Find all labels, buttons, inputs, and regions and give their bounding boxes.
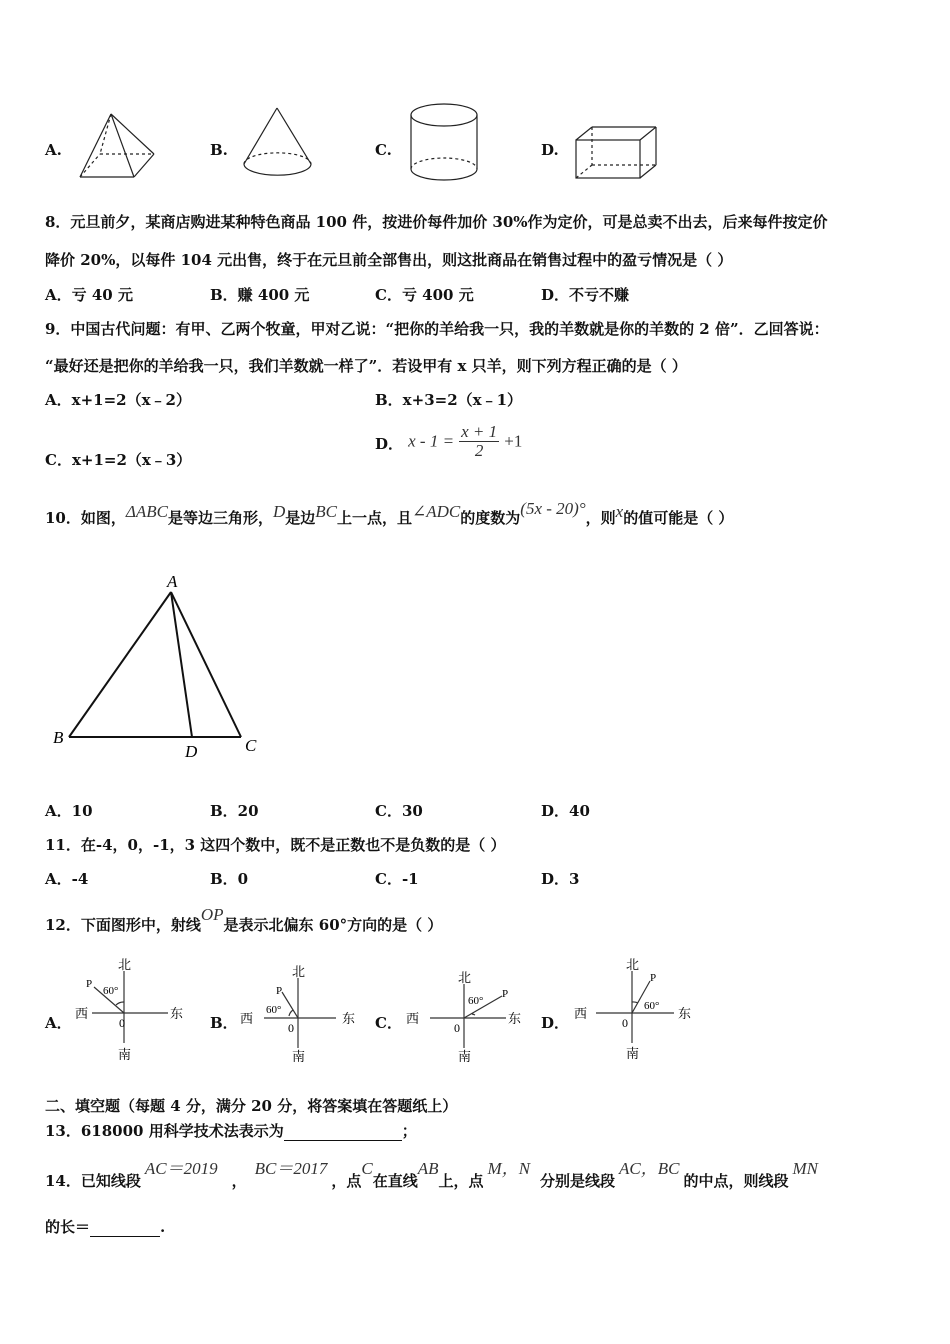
q9-option-d-denominator: 2 xyxy=(474,441,484,460)
q11-option-b: B．0 xyxy=(210,870,249,888)
q10-text5: ，则 xyxy=(585,509,616,527)
q12-b-east: 东 xyxy=(342,1011,356,1026)
q10-triangle-figure xyxy=(45,568,275,768)
q10-label-a: A xyxy=(167,572,178,591)
q14-stem-line2 xyxy=(45,1216,165,1237)
q7-option-a-label: A. xyxy=(45,141,62,159)
q10-prefix: 10．如图， xyxy=(45,509,126,527)
q14-comma: ， xyxy=(231,1172,247,1190)
q12-c-point: P xyxy=(502,988,509,1000)
q10-label-d: D xyxy=(185,742,198,761)
q13-text: 13．618000 用科学技术法表示为 xyxy=(45,1122,284,1140)
q12-b-origin: 0 xyxy=(288,1021,294,1035)
q12-a-west: 西 xyxy=(75,1006,89,1021)
q12-option-d-label: D． xyxy=(541,1014,570,1032)
q9-option-b: B．x+3=2（x﹣1） xyxy=(375,391,523,409)
q13-stem xyxy=(45,1120,417,1141)
q14-segment-mn: MN xyxy=(792,1159,819,1178)
q8-option-b: B．赚 400 元 xyxy=(210,286,310,304)
q14-ac-value: AC＝2019 xyxy=(144,1159,218,1178)
q8-option-c: C．亏 400 元 xyxy=(375,286,474,304)
q12-b-west: 西 xyxy=(240,1011,254,1026)
q9-option-a: A．x+1=2（x﹣2） xyxy=(45,391,191,409)
q9-option-d xyxy=(375,423,522,460)
q9-stem-line1: 9．中国古代问题：有甲、乙两个牧童，甲对乙说：“把你的羊给我一只，我的羊数就是你的羊数的 2 倍”．乙回答说： xyxy=(45,320,829,338)
q12-a-north: 北 xyxy=(118,957,132,972)
q10-expression: (5x - 20)° xyxy=(520,499,586,518)
q10-text1: 是等边三角形， xyxy=(167,509,273,527)
q8-stem-line2: 降价 20%，以每件 104 元出售，终于在元旦前全部售出，则这批商品在销售过程中的盈亏情况是（ ） xyxy=(45,251,733,269)
q14-text3: 上，点 xyxy=(438,1172,484,1190)
q12-d-east: 东 xyxy=(678,1006,692,1021)
q12-a-angle: 60° xyxy=(103,985,119,997)
q12-stem xyxy=(45,905,443,935)
q14-points-mn: M，N xyxy=(487,1159,531,1178)
q14-point-c: C xyxy=(361,1159,373,1178)
q14-text4: 分别是线段 xyxy=(540,1172,616,1190)
q12-b-point: P xyxy=(276,985,283,997)
q12-option-c-label: C． xyxy=(375,1014,402,1032)
q14-answer-blank[interactable] xyxy=(90,1220,160,1237)
q10-option-c: C．30 xyxy=(375,802,423,820)
q12-b-angle: 60° xyxy=(266,1004,282,1016)
q11-stem: 11．在-4，0，-1，3 这四个数中，既不是正数也不是负数的是（ ） xyxy=(45,836,506,854)
q14-stem-line1 xyxy=(45,1159,819,1191)
q14-text1: ，点 xyxy=(331,1172,362,1190)
q12-suffix: 是表示北偏东 60°方向的是（ ） xyxy=(223,916,443,934)
q14-text5: 的中点，则线段 xyxy=(683,1172,789,1190)
q14-text2: 在直线 xyxy=(372,1172,418,1190)
q7-option-d-label: D. xyxy=(541,141,559,159)
q13-answer-blank[interactable] xyxy=(284,1124,402,1141)
q12-d-south: 南 xyxy=(626,1046,640,1061)
q9-option-d-numerator: x + 1 xyxy=(461,422,498,441)
q12-d-angle: 60° xyxy=(644,1000,660,1012)
q12-c-origin: 0 xyxy=(454,1021,460,1035)
q12-c-east: 东 xyxy=(508,1011,522,1026)
q12-b-north: 北 xyxy=(292,964,306,979)
section-2-title: 二、填空题（每题 4 分，满分 20 分，将答案填在答题纸上） xyxy=(45,1097,458,1115)
pyramid-icon xyxy=(76,112,158,182)
q10-option-d: D．40 xyxy=(541,802,590,820)
q12-option-b-label: B． xyxy=(210,1014,238,1032)
q12-c-south: 南 xyxy=(458,1049,472,1064)
q7-option-b-label: B. xyxy=(210,141,228,159)
q14-prefix: 14．已知线段 xyxy=(45,1172,141,1190)
q12-compass-b xyxy=(236,960,366,1072)
q10-segment-bc: BC xyxy=(315,502,338,521)
q12-d-point: P xyxy=(650,972,657,984)
q9-option-d-fraction xyxy=(459,423,499,460)
q12-c-angle: 60° xyxy=(468,995,484,1007)
q10-angle-adc: ∠ADC xyxy=(412,502,461,521)
q12-compass-a xyxy=(70,955,190,1067)
q10-text6: 的值可能是（ ） xyxy=(623,509,734,527)
q10-label-b: B xyxy=(53,728,64,747)
q14-bc-value: BC＝2017 xyxy=(254,1159,328,1178)
q10-variable-x: x xyxy=(615,502,624,521)
q8-stem-line1: 8．元旦前夕，某商店购进某种特色商品 100 件，按进价每件加价 30%作为定价，可是总卖不出去，后来每件按定价 xyxy=(45,213,828,231)
q10-stem xyxy=(45,499,734,528)
q12-a-east: 东 xyxy=(170,1006,184,1021)
q14-end: . xyxy=(160,1218,166,1236)
q12-a-origin: 0 xyxy=(119,1016,125,1030)
q10-option-b: B．20 xyxy=(210,802,259,820)
q10-text2: 是边 xyxy=(285,509,316,527)
q11-option-a: A．-4 xyxy=(45,870,89,888)
q12-c-west: 西 xyxy=(406,1011,420,1026)
q12-prefix: 12．下面图形中，射线 xyxy=(45,916,201,934)
q8-option-a: A．亏 40 元 xyxy=(45,286,133,304)
q12-option-a-label: A． xyxy=(45,1014,72,1032)
q7-option-c-label: C. xyxy=(375,141,392,159)
q10-text4: 的度数为 xyxy=(460,509,521,527)
q12-compass-d xyxy=(570,955,700,1067)
q12-a-point: P xyxy=(86,978,93,990)
q13-end: ； xyxy=(401,1122,417,1140)
q11-option-c: C．-1 xyxy=(375,870,419,888)
q10-text3: 上一点，且 xyxy=(337,509,413,527)
cuboid-icon xyxy=(573,124,661,182)
q9-stem-line2: “最好还是把你的羊给我一只，我们羊数就一样了”．若设甲有 x 只羊，则下列方程正确的是（ ） xyxy=(45,357,687,375)
q9-option-c: C．x+1=2（x﹣3） xyxy=(45,451,192,469)
q9-option-d-tail: +1 xyxy=(504,431,523,451)
q8-option-d: D．不亏不赚 xyxy=(541,286,630,304)
q9-option-d-lhs: x - 1 = xyxy=(408,431,455,451)
q12-d-origin: 0 xyxy=(622,1016,628,1030)
q12-c-north: 北 xyxy=(458,970,472,985)
q12-d-west: 西 xyxy=(574,1006,588,1021)
q12-compass-c xyxy=(402,960,532,1072)
q12-b-south: 南 xyxy=(292,1049,306,1064)
q12-a-south: 南 xyxy=(118,1047,132,1062)
q10-point-d: D xyxy=(272,502,286,521)
q10-triangle: ΔABC xyxy=(125,502,168,521)
q14-line2-text: 的长＝ xyxy=(45,1218,91,1236)
q10-label-c: C xyxy=(245,736,257,755)
q14-line-ab: AB xyxy=(417,1159,439,1178)
q10-option-a: A．10 xyxy=(45,802,93,820)
q14-segments-ac-bc: AC，BC xyxy=(619,1159,680,1178)
cylinder-icon xyxy=(408,101,480,183)
cone-icon xyxy=(240,106,315,180)
q12-d-north: 北 xyxy=(626,957,640,972)
q12-ray-op: OP xyxy=(200,905,224,924)
q9-option-d-label: D． xyxy=(375,435,404,453)
q11-option-d: D．3 xyxy=(541,870,580,888)
